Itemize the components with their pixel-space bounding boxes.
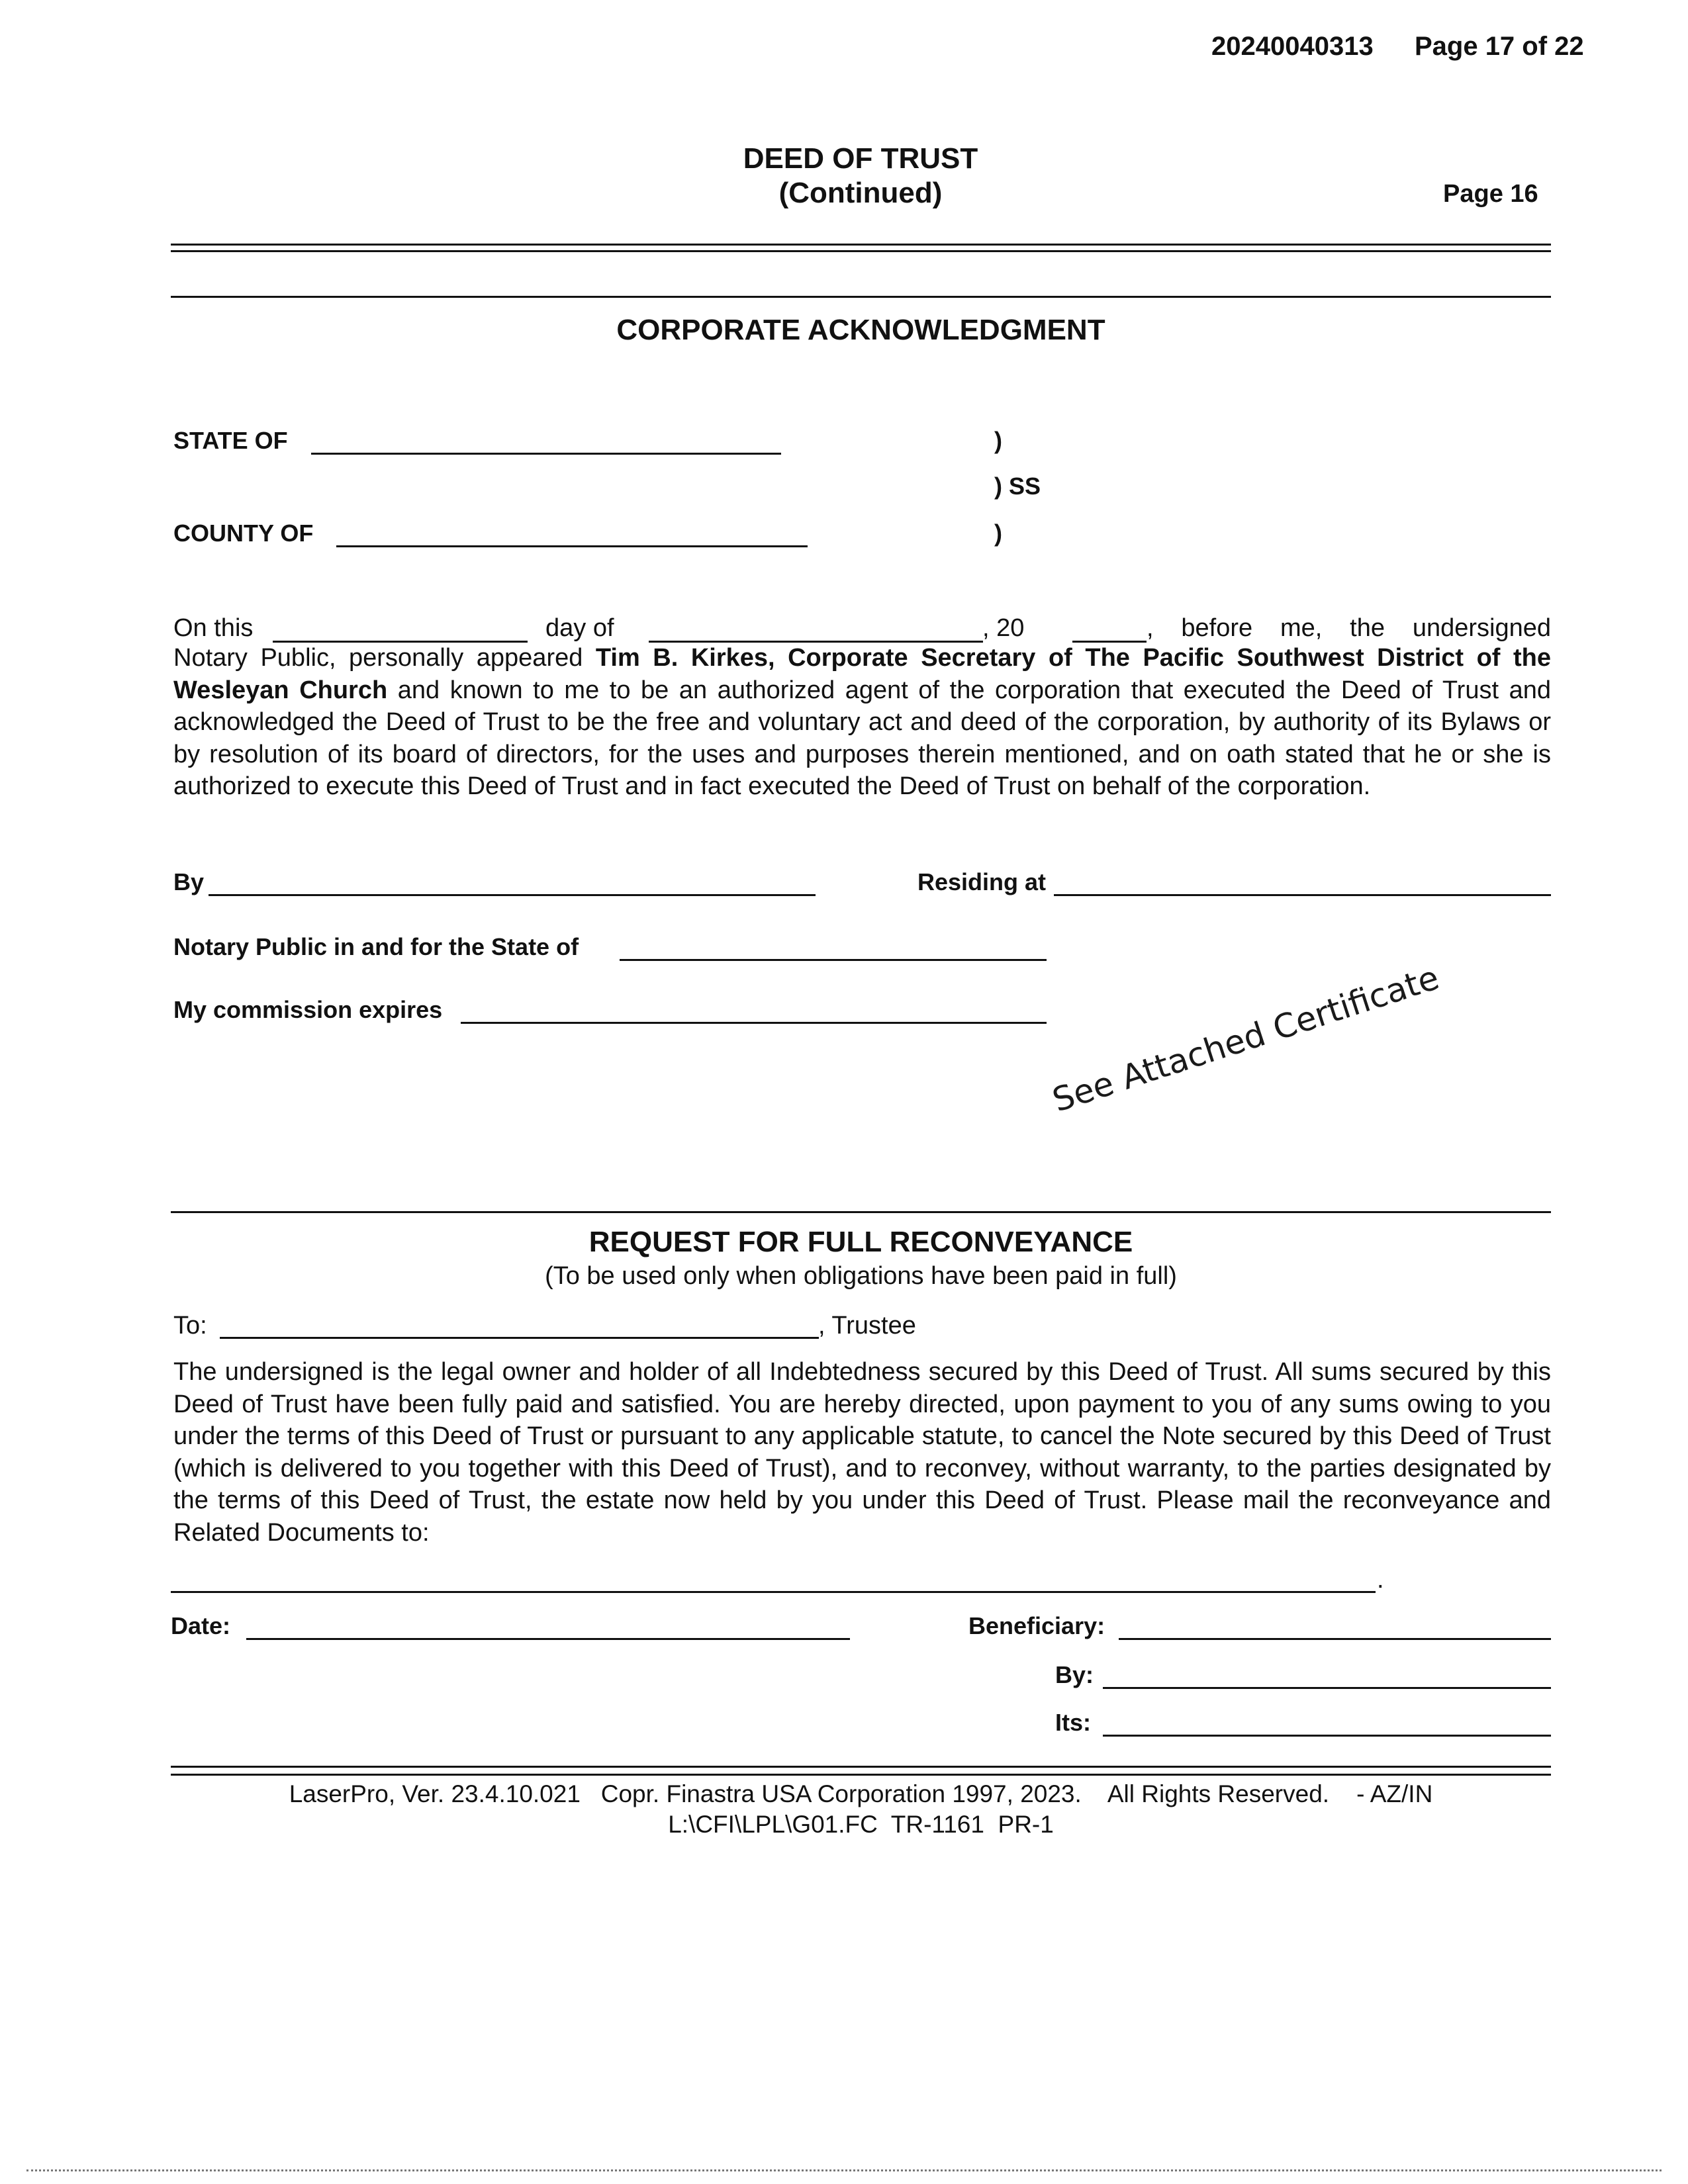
beneficiary-label: Beneficiary: (968, 1612, 1105, 1639)
mailing-address-field[interactable] (171, 1591, 1376, 1593)
header-rule-top (171, 244, 1551, 246)
recording-number: 20240040313 (1211, 32, 1374, 61)
commission-expires-label: My commission expires (173, 996, 443, 1023)
reconveyance-rule (171, 1211, 1551, 1213)
date-field[interactable] (246, 1638, 850, 1640)
section-rule (171, 296, 1551, 298)
to-label: To: (173, 1312, 207, 1340)
before-me-label: , before me, the undersigned (1147, 614, 1551, 642)
footer-rule-bottom (171, 1774, 1551, 1776)
scan-edge-dots (26, 2169, 1662, 2171)
beneficiary-field[interactable] (1119, 1638, 1551, 1640)
trustee-label: , Trustee (818, 1312, 916, 1340)
signer-name-title: Tim B. Kirkes, Corporate Secretary of The Pacific Southwest District of the Wesleyan Church (173, 644, 1551, 704)
date-label: Date: (171, 1612, 231, 1639)
notary-by-label: By (173, 868, 205, 895)
state-of-label: STATE OF (173, 427, 288, 454)
on-this-label: On this (173, 614, 254, 642)
state-of-field[interactable] (311, 453, 781, 455)
residing-at-label: Residing at (917, 868, 1047, 895)
notary-state-field[interactable] (620, 959, 1047, 961)
notary-by-field[interactable] (209, 894, 816, 896)
county-of-label: COUNTY OF (173, 520, 314, 547)
reconveyance-heading: REQUEST FOR FULL RECONVEYANCE (588, 1226, 1133, 1258)
see-attached-certificate-stamp: See Attached Certificate (1048, 958, 1444, 1120)
day-of-label: day of (545, 614, 614, 642)
residing-at-field[interactable] (1054, 894, 1551, 896)
trustee-name-field[interactable] (220, 1337, 819, 1339)
header-rule-bottom (171, 250, 1551, 252)
acknowledgment-paragraph (173, 642, 1551, 803)
reconveyance-paragraph: The undersigned is the legal owner and holder of all Indebtedness secured by this Deed of Trust. All sums secured by this Deed of Trust have been fully paid and satisfied. You are hereby directed, upon payment to you of any sums owing to you under the terms of this Deed of Trust or pursuant to any applicable statute, to cancel the Note secured by this Deed of Trust (which is delivered to you together with this Deed of Trust), and to reconvey, without warranty, to the parties designated by the terms of this Deed of Trust, the estate now held by you under this Deed of Trust. Please mail the reconveyance and Related Documents to: (173, 1358, 1551, 1547)
document-subtitle: (Continued) (778, 177, 943, 209)
footer-rule-top (171, 1766, 1551, 1768)
ack-notary-text: Notary Public, personally appeared (173, 644, 596, 672)
footer-software-line: LaserPro, Ver. 23.4.10.021 Copr. Finastra USA Corporation 1997, 2023. All Rights Reserved. - AZ/IN (289, 1780, 1433, 1807)
beneficiary-by-field[interactable] (1103, 1687, 1551, 1689)
ack-body-text: and known to me to be an authorized agent of the corporation that executed the Deed of Trust and acknowledged the Deed of Trust to be the free and voluntary act and deed of the corporation, by authority of its Bylaws or by resolution of its board of directors, for the uses and purposes therein mentioned, and on oath stated that he or she is authorized to execute this Deed of Trust and in fact executed the Deed of Trust on behalf of the corporation. (173, 676, 1551, 800)
document-title: DEED OF TRUST (743, 142, 978, 175)
notary-state-label: Notary Public in and for the State of (173, 933, 579, 960)
address-end-mark: . (1377, 1566, 1384, 1594)
page-label: Page 16 (1443, 180, 1538, 208)
venue-ss: ) SS (994, 473, 1041, 500)
beneficiary-by-label: By: (1055, 1661, 1094, 1688)
beneficiary-its-label: Its: (1055, 1709, 1091, 1736)
year-prefix: , 20 (982, 614, 1025, 642)
corporate-ack-heading: CORPORATE ACKNOWLEDGMENT (616, 314, 1105, 346)
footer-form-code: L:\CFI\LPL\G01.FC TR-1161 PR-1 (668, 1811, 1054, 1838)
venue-paren-top: ) (994, 427, 1002, 454)
beneficiary-its-field[interactable] (1103, 1735, 1551, 1737)
county-of-field[interactable] (336, 545, 808, 547)
reconveyance-subheading: (To be used only when obligations have been paid in full) (545, 1262, 1177, 1290)
commission-expires-field[interactable] (461, 1022, 1047, 1024)
page-of-total: Page 17 of 22 (1414, 32, 1584, 61)
venue-paren-bottom: ) (994, 520, 1002, 547)
